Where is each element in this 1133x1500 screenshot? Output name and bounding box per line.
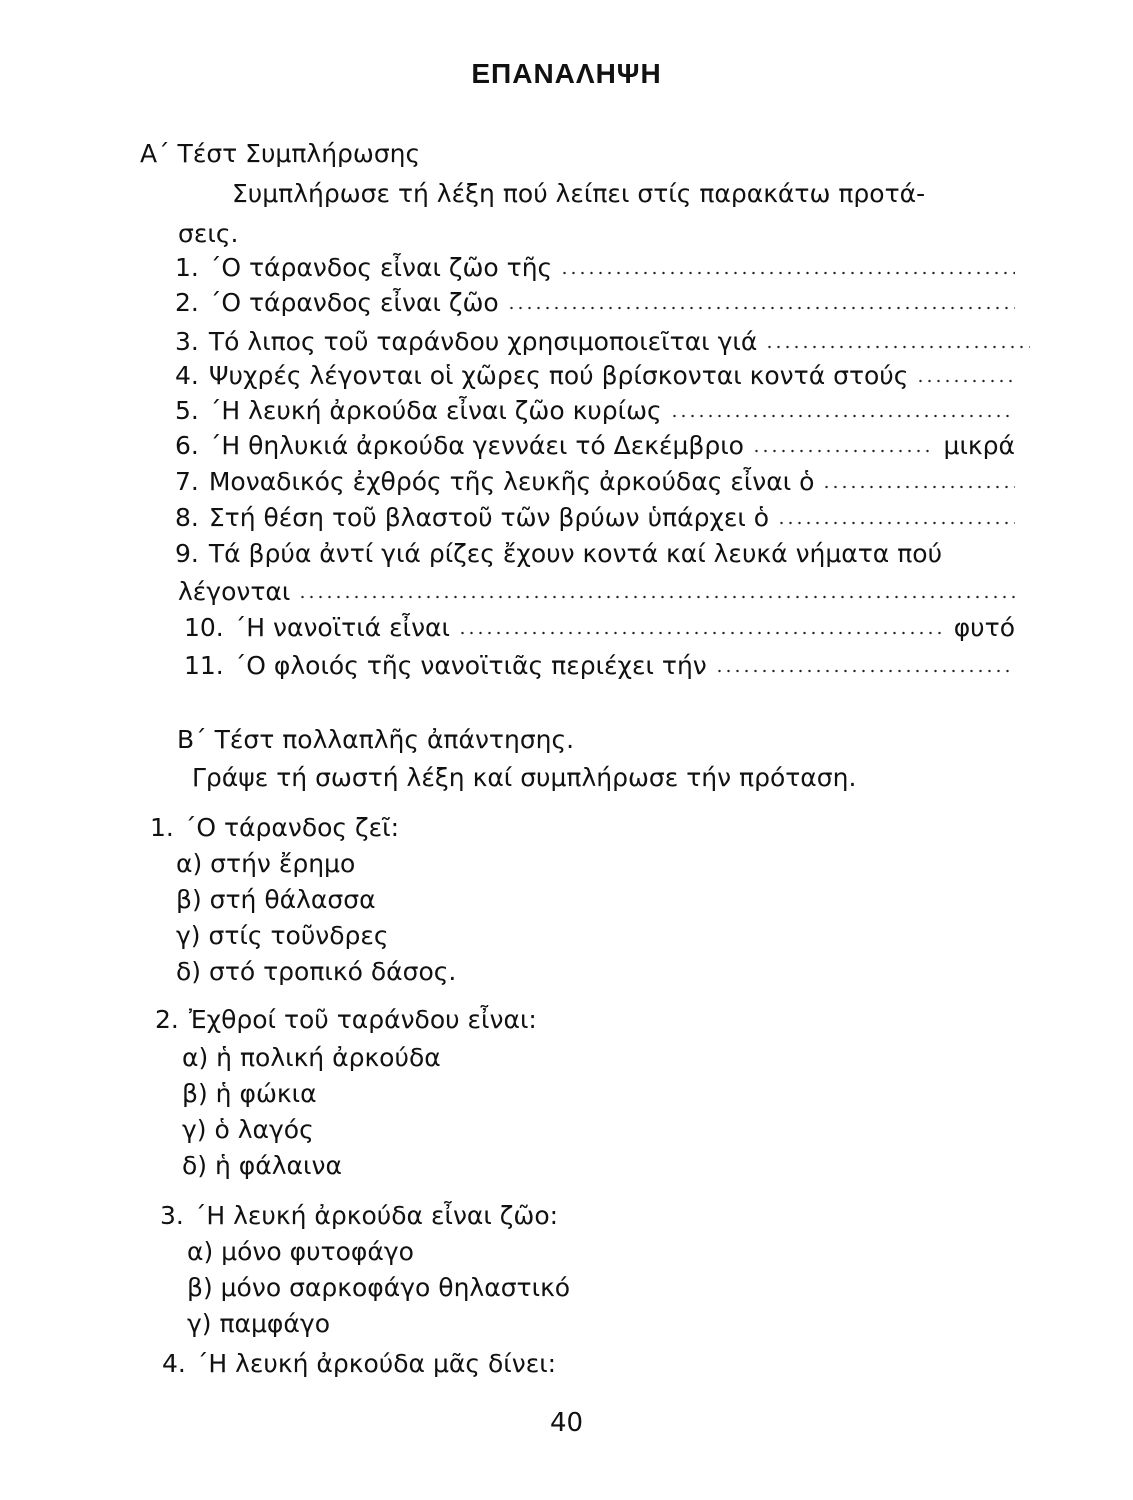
section-a-instruction-line1: Συμπλήρωσε τή λέξη πού λείπει στίς παρακάτω προτά- [232,179,926,208]
item-number: 9. [175,539,199,568]
page-number: 40 [549,1408,584,1438]
answer-blank [822,485,1015,489]
answer-blank [298,595,1015,599]
item-text: Ψυχρές λέγονται οἱ χῶρες πού βρίσκονται κοντά στούς [208,361,909,390]
item-text: ΄Ο τάρανδος εἶναι ζῶο [208,288,499,317]
option-2c: γ) ὁ λαγός [182,1115,314,1144]
question-1 [150,812,399,844]
option-1d: δ) στό τροπικό δάσος. [176,957,457,986]
section-b-heading: Β΄ Τέστ πολλαπλῆς ἀπάντησης. [177,725,575,754]
item-number: 2. [175,288,199,317]
option-2b: β) ἡ φώκια [182,1079,317,1108]
answer-blank [765,345,1030,349]
question-number: 1. [150,813,174,842]
item-text: Τό λιπος τοῦ ταράνδου χρησιμοποιεῖται γιά [208,327,758,356]
item-tail: φυτό [953,613,1015,642]
fill-item-1 [175,252,1015,284]
answer-blank [458,631,944,635]
item-text: ΄Ο τάρανδος εἶναι ζῶο τῆς [208,253,553,282]
option-3a: α) μόνο φυτοφάγο [187,1237,414,1266]
section-a-heading: Α΄ Τέστ Συμπλήρωσης [140,139,421,168]
section-b-instruction: Γράψε τή σωστή λέξη καί συμπλήρωσε τήν πρόταση. [192,763,857,792]
item-number: 10. [184,613,224,642]
question-number: 2. [155,1005,179,1034]
question-text: ΄Η λευκή ἀρκούδα εἶναι ζῶο: [193,1201,559,1230]
fill-item-5 [175,395,1015,427]
option-2d: δ) ἡ φάλαινα [182,1151,342,1180]
answer-blank [670,414,1015,418]
item-number: 11. [184,651,224,680]
option-2a: α) ἡ πολική ἀρκούδα [182,1043,441,1072]
item-tail: μικρά [943,431,1015,460]
question-text: Ἐχθροί τοῦ ταράνδου εἶναι: [188,1005,537,1034]
option-1b: β) στή θάλασσα [176,885,376,914]
item-number: 1. [175,253,199,282]
answer-blank [916,379,1015,383]
fill-item-10 [184,612,1015,644]
section-a-instruction-line2: σεις. [178,219,239,248]
item-text: λέγονται [178,577,291,606]
option-1c: γ) στίς τοῦνδρες [176,921,389,950]
item-text: ΄Η λευκή ἀρκούδα εἶναι ζῶο κυρίως [208,396,662,425]
item-text: ΄Ο φλοιός τῆς νανοϊτιᾶς περιέχει τήν [233,651,707,680]
answer-blank [560,271,1015,275]
question-4 [162,1348,556,1380]
answer-blank [777,521,1015,525]
fill-item-9-continuation [178,576,1015,608]
page-title: ΕΠΑΝΑΛΗΨΗ [471,58,662,89]
fill-item-4 [175,360,1015,392]
option-3c: γ) παμφάγο [187,1309,330,1338]
question-number: 4. [162,1349,186,1378]
item-number: 4. [175,361,199,390]
item-number: 5. [175,396,199,425]
question-3 [160,1200,558,1232]
answer-blank [507,306,1015,310]
item-text: Τά βρύα ἀντί γιά ρίζες ἔχουν κοντά καί λευκά νήματα πού [208,539,943,568]
answer-blank [715,669,1015,673]
item-number: 6. [175,431,199,460]
fill-item-7 [175,466,1015,498]
option-1a: α) στήν ἔρημο [176,849,356,878]
question-text: ΄Ο τάρανδος ζεῖ: [183,813,400,842]
fill-item-3 [175,326,1030,358]
item-text: Στή θέση τοῦ βλαστοῦ τῶν βρύων ὑπάρχει ὁ [208,503,770,532]
item-number: 7. [175,467,199,496]
question-text: ΄Η λευκή ἀρκούδα μᾶς δίνει: [195,1349,557,1378]
item-text: Μοναδικός ἐχθρός τῆς λευκῆς ἀρκούδας εἶναι ὁ [208,467,815,496]
fill-item-11 [184,650,1015,682]
question-2 [155,1004,537,1036]
item-number: 8. [175,503,199,532]
question-number: 3. [160,1201,184,1230]
item-text: ΄Η νανοϊτιά εἶναι [233,613,450,642]
fill-item-6 [175,430,1015,462]
item-number: 3. [175,327,199,356]
answer-blank [752,449,934,453]
item-text: ΄Η θηλυκιά ἀρκούδα γεννάει τό Δεκέμβριο [208,431,744,460]
fill-item-8 [175,502,1015,534]
option-3b: β) μόνο σαρκοφάγο θηλαστικό [187,1273,571,1302]
fill-item-2 [175,287,1015,319]
fill-item-9 [175,538,942,570]
